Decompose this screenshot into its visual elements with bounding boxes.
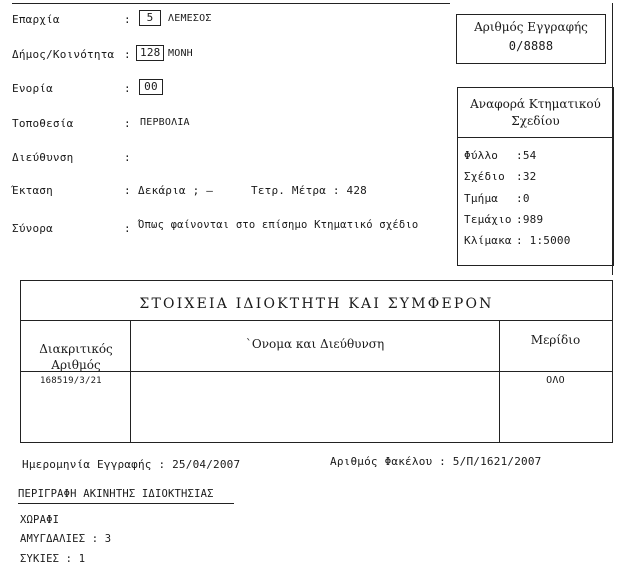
- field-synora-value: Όπως φαίνονται στο επίσημο Κτηματικό σχέδιο: [138, 219, 419, 231]
- field-dimos-value: ΜΟΝΗ: [168, 48, 193, 59]
- property-line-3: ΣΥΚΙΕΣ : 1: [20, 553, 86, 565]
- field-ektasi-dekaria: Δεκάρια ; —: [138, 184, 214, 197]
- field-ektasi-colon: :: [124, 184, 131, 197]
- field-topothesia-label: Τοποθεσία: [12, 117, 74, 130]
- plan-fyllo-label: Φύλλο: [464, 149, 499, 162]
- field-ektasi-label: Έκταση: [12, 184, 53, 197]
- field-eparchia-value: ΛΕΜΕΣΟΣ: [168, 13, 212, 24]
- plan-temachio-value: :989: [516, 213, 544, 226]
- field-eparchia-code: 5: [139, 10, 161, 26]
- folder-number: Αριθμός Φακέλου : 5/Π/1621/2007: [330, 455, 542, 468]
- owners-row-id: 168519/3/21: [40, 376, 102, 386]
- field-dimos-code: 128: [136, 45, 164, 61]
- plan-klimaka-value: : 1:5000: [516, 234, 571, 247]
- owners-col-share: Μερίδιο: [530, 333, 581, 347]
- field-dimos-label: Δήμος/Κοινότητα: [12, 48, 115, 61]
- field-eparchia-label: Επαρχία: [12, 13, 60, 26]
- field-synora-label: Σύνορα: [12, 222, 53, 235]
- field-synora-colon: :: [124, 222, 131, 235]
- property-line-2: ΑΜΥΓΔΑΛΙΕΣ : 3: [20, 533, 112, 545]
- plan-schedio-label: Σχέδιο: [464, 170, 505, 183]
- owners-col-id-line2: Αριθμός: [51, 358, 101, 372]
- owners-row-share: ΟΛΟ: [546, 375, 565, 386]
- field-enoria-label: Ενορία: [12, 82, 53, 95]
- registration-title: Αριθμός Εγγραφής: [474, 20, 588, 34]
- plan-box-divider: [458, 137, 613, 138]
- plan-schedio-value: :32: [516, 170, 537, 183]
- field-enoria-code: 00: [139, 79, 163, 95]
- owners-col-id-line1: Διακριτικός: [39, 342, 113, 356]
- plan-temachio-label: Τεμάχιο: [464, 213, 512, 226]
- plan-title-line2: Σχεδίου: [511, 114, 560, 128]
- field-dieuthynsi-label: Διεύθυνση: [12, 151, 74, 164]
- owners-title: ΣΤΟΙΧΕΙΑ ΙΔΙΟΚΤΗΤΗ ΚΑΙ ΣΥΜΦΕΡΟΝ: [139, 296, 494, 312]
- plan-klimaka-label: Κλίμακα: [464, 234, 512, 247]
- field-dieuthynsi-colon: :: [124, 151, 131, 164]
- field-dimos-colon: :: [124, 48, 131, 61]
- registration-number: 0/8888: [508, 39, 554, 53]
- owners-header-top-rule: [21, 320, 612, 321]
- property-heading: ΠΕΡΙΓΡΑΦΗ ΑΚΙΝΗΤΗΣ ΙΔΙΟΚΤΗΣΙΑΣ: [18, 488, 214, 500]
- field-topothesia-value: ΠΕΡΒΟΛΙΑ: [140, 117, 190, 128]
- registration-date: Ημερομηνία Εγγραφής : 25/04/2007: [22, 458, 241, 471]
- plan-tmima-value: :0: [516, 192, 530, 205]
- field-topothesia-colon: :: [124, 117, 131, 130]
- field-enoria-colon: :: [124, 82, 131, 95]
- field-eparchia-colon: :: [124, 13, 131, 26]
- owners-col-name: `Ονομα και Διεύθυνση: [245, 337, 385, 351]
- plan-tmima-label: Τμήμα: [464, 192, 499, 205]
- property-line-1: ΧΩΡΑΦΙ: [20, 514, 60, 526]
- plan-fyllo-value: :54: [516, 149, 537, 162]
- property-heading-underline: [18, 503, 234, 504]
- field-ektasi-metra: Τετρ. Μέτρα : 428: [251, 184, 367, 197]
- plan-title-line1: Αναφορά Κτηματικού: [470, 97, 601, 111]
- top-left-rule: [12, 3, 450, 4]
